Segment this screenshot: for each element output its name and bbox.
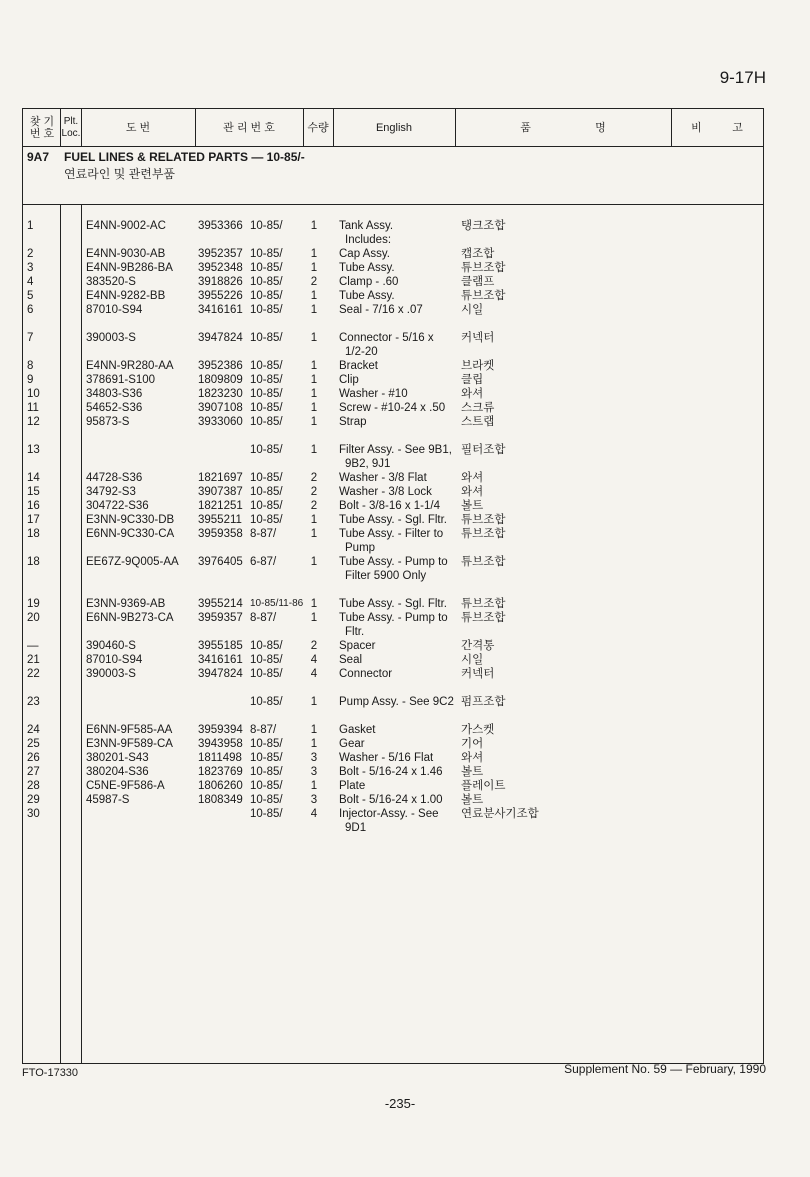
- row-part-number: 380204-S36: [86, 766, 149, 778]
- row-mgmt-number: 3952386: [198, 360, 243, 372]
- row-date: 8-87/: [250, 528, 277, 540]
- row-mgmt-number: 1821697: [198, 472, 243, 484]
- row-part-number: 87010-S94: [86, 304, 143, 316]
- header-qty: 수량: [307, 121, 329, 134]
- row-no: 26: [27, 752, 40, 764]
- row-mgmt-number: 3953366: [198, 220, 243, 232]
- row-korean: 플레이트: [461, 780, 506, 792]
- row-date: 6-87/: [250, 556, 277, 568]
- divider: [303, 109, 304, 146]
- section-code: 9A7: [27, 150, 50, 164]
- row-qty: 1: [310, 444, 318, 456]
- row-no: 22: [27, 668, 40, 680]
- row-mgmt-number: 3947824: [198, 668, 243, 680]
- row-part-number: E4NN-9B286-BA: [86, 262, 173, 274]
- row-english: Washer - 3/8 Lock: [339, 486, 432, 498]
- row-korean: 클립: [461, 374, 484, 386]
- row-no: —: [27, 640, 39, 652]
- row-english: Clamp - .60: [339, 276, 399, 288]
- row-english: Gasket: [339, 724, 376, 736]
- row-english: Tube Assy. - Filter to: [339, 528, 444, 540]
- row-part-number: 390003-S: [86, 668, 136, 680]
- row-no: 30: [27, 808, 40, 820]
- row-date: 10-85/: [250, 640, 283, 652]
- row-english: Seal - 7/16 x .07: [339, 304, 423, 316]
- row-mgmt-number: 3416161: [198, 654, 243, 666]
- divider: [60, 109, 61, 146]
- row-no: 18: [27, 556, 40, 568]
- row-mgmt-number: 3959357: [198, 612, 243, 624]
- row-qty: 1: [310, 696, 318, 708]
- row-date: 8-87/: [250, 612, 277, 624]
- row-english: Seal: [339, 654, 363, 666]
- row-mgmt-number: 3943958: [198, 738, 243, 750]
- row-korean: 필터조합: [461, 444, 506, 456]
- row-korean: 시일: [461, 654, 484, 666]
- row-part-number: EE67Z-9Q005-AA: [86, 556, 179, 568]
- row-mgmt-number: 3907108: [198, 402, 243, 414]
- row-english: Tube Assy.: [339, 262, 395, 274]
- row-qty: 2: [310, 486, 318, 498]
- row-mgmt-number: 1806260: [198, 780, 243, 792]
- row-part-number: 34803-S36: [86, 388, 143, 400]
- row-mgmt-number: 3947824: [198, 332, 243, 344]
- row-mgmt-number: 3955211: [198, 514, 242, 526]
- divider: [455, 109, 456, 146]
- row-qty: 2: [310, 276, 318, 288]
- supplement-note: Supplement No. 59 — February, 1990: [564, 1062, 766, 1076]
- row-date: 10-85/: [250, 360, 283, 372]
- row-english: Tube Assy.: [339, 290, 395, 302]
- row-mgmt-number: 1823769: [198, 766, 243, 778]
- row-part-number: 390460-S: [86, 640, 136, 652]
- row-english: Tank Assy.: [339, 220, 394, 232]
- row-english: Screw - #10-24 x .50: [339, 402, 446, 414]
- row-qty: 1: [310, 304, 318, 316]
- row-date: 10-85/: [250, 472, 283, 484]
- row-english: Tube Assy. - Pump to: [339, 612, 448, 624]
- header-plt-loc: Plt. Loc.: [61, 115, 81, 139]
- row-no: 13: [27, 444, 40, 456]
- divider: [60, 204, 61, 1064]
- row-korean: 튜브조합: [461, 528, 506, 540]
- row-korean: 연료분사기조합: [461, 808, 539, 820]
- row-date: 10-85/: [250, 668, 283, 680]
- row-date: 10-85/: [250, 332, 283, 344]
- row-no: 5: [27, 290, 34, 302]
- row-english: Tube Assy. - Sgl. Fltr.: [339, 598, 448, 610]
- row-date: 10-85/: [250, 794, 283, 806]
- row-part-number: E6NN-9F585-AA: [86, 724, 173, 736]
- row-mgmt-number: 3952357: [198, 248, 243, 260]
- row-qty: 3: [310, 766, 318, 778]
- row-mgmt-number: 3933060: [198, 416, 243, 428]
- row-part-number: 45987-S: [86, 794, 130, 806]
- row-no: 19: [27, 598, 40, 610]
- row-date: 10-85/: [250, 262, 283, 274]
- row-part-number: E4NN-9002-AC: [86, 220, 166, 232]
- row-english: Spacer: [339, 640, 376, 652]
- row-mgmt-number: 3959394: [198, 724, 243, 736]
- row-korean: 가스켓: [461, 724, 495, 736]
- row-date: 10-85/: [250, 486, 283, 498]
- row-qty: 1: [310, 612, 318, 624]
- row-qty: 1: [310, 374, 318, 386]
- row-korean: 스크류: [461, 402, 495, 414]
- row-date: 10-85/: [250, 780, 283, 792]
- row-korean: 기어: [461, 738, 484, 750]
- page-number: -235-: [384, 1096, 416, 1111]
- row-no: 24: [27, 724, 40, 736]
- row-english: 9B2, 9J1: [345, 458, 391, 470]
- row-english: Tube Assy. - Pump to: [339, 556, 448, 568]
- row-date: 10-85/11-86: [250, 598, 304, 609]
- row-english: Connector: [339, 668, 393, 680]
- row-no: 6: [27, 304, 34, 316]
- row-english: Bolt - 5/16-24 x 1.00: [339, 794, 443, 806]
- row-korean: 스트랩: [461, 416, 495, 428]
- section-title-korean: 연료라인 및 관련부품: [64, 167, 175, 181]
- row-korean: 커넥터: [461, 332, 495, 344]
- row-qty: 1: [310, 360, 318, 372]
- section-title: FUEL LINES & RELATED PARTS — 10-85/-: [64, 150, 305, 164]
- divider: [333, 109, 334, 146]
- row-qty: 1: [310, 220, 318, 232]
- row-date: 10-85/: [250, 374, 283, 386]
- divider: [81, 204, 82, 1064]
- row-part-number: 34792-S3: [86, 486, 136, 498]
- row-mgmt-number: 1821251: [198, 500, 243, 512]
- row-english: Injector-Assy. - See: [339, 808, 439, 820]
- row-no: 3: [27, 262, 34, 274]
- row-qty: 1: [310, 738, 318, 750]
- row-korean: 와셔: [461, 388, 484, 400]
- row-part-number: C5NE-9F586-A: [86, 780, 165, 792]
- row-mgmt-number: 1808349: [198, 794, 243, 806]
- row-date: 10-85/: [250, 290, 283, 302]
- row-qty: 2: [310, 640, 318, 652]
- row-date: 10-85/: [250, 444, 283, 456]
- row-qty: 1: [310, 388, 318, 400]
- row-korean: 튜브조합: [461, 262, 506, 274]
- header-part-name: 품 명: [520, 121, 606, 134]
- row-korean: 튜브조합: [461, 612, 506, 624]
- row-english: Filter Assy. - See 9B1,: [339, 444, 452, 456]
- row-english: Pump: [345, 542, 376, 554]
- row-korean: 튜브조합: [461, 290, 506, 302]
- row-part-number: E4NN-9R280-AA: [86, 360, 174, 372]
- row-no: 7: [27, 332, 34, 344]
- row-date: 10-85/: [250, 766, 283, 778]
- row-no: 10: [27, 388, 40, 400]
- divider: [81, 109, 82, 146]
- row-qty: 4: [310, 668, 318, 680]
- doc-code: FTO-17330: [22, 1067, 79, 1079]
- row-date: 10-85/: [250, 808, 283, 820]
- row-part-number: 95873-S: [86, 416, 130, 428]
- divider: [195, 109, 196, 146]
- row-mgmt-number: 3918826: [198, 276, 243, 288]
- row-part-number: E3NN-9369-AB: [86, 598, 166, 610]
- row-date: 10-85/: [250, 248, 283, 260]
- row-english: Bracket: [339, 360, 378, 372]
- row-date: 10-85/: [250, 654, 283, 666]
- row-qty: 1: [310, 724, 318, 736]
- row-qty: 2: [310, 472, 318, 484]
- row-korean: 볼트: [461, 766, 484, 778]
- row-mgmt-number: 3952348: [198, 262, 243, 274]
- row-qty: 4: [310, 654, 318, 666]
- row-english: Connector - 5/16 x: [339, 332, 434, 344]
- row-qty: 1: [310, 290, 318, 302]
- row-english: Clip: [339, 374, 359, 386]
- row-qty: 1: [310, 262, 318, 274]
- row-part-number: E3NN-9C330-DB: [86, 514, 175, 526]
- row-english: Tube Assy. - Sgl. Fltr.: [339, 514, 448, 526]
- row-korean: 클램프: [461, 276, 495, 288]
- row-mgmt-number: 1823230: [198, 388, 243, 400]
- header-mgmt-no: 관 리 번 호: [223, 121, 275, 134]
- row-date: 8-87/: [250, 724, 277, 736]
- row-part-number: 87010-S94: [86, 654, 143, 666]
- row-english: Plate: [339, 780, 366, 792]
- row-korean: 볼트: [461, 500, 484, 512]
- row-no: 21: [27, 654, 40, 666]
- row-korean: 간격통: [461, 640, 495, 652]
- row-english: Fltr.: [345, 626, 365, 638]
- row-korean: 튜브조합: [461, 514, 506, 526]
- row-qty: 2: [310, 500, 318, 512]
- header-english: English: [375, 121, 413, 134]
- row-no: 28: [27, 780, 40, 792]
- divider: [671, 109, 672, 146]
- row-date: 10-85/: [250, 500, 283, 512]
- row-date: 10-85/: [250, 514, 283, 526]
- row-no: 9: [27, 374, 34, 386]
- row-date: 10-85/: [250, 402, 283, 414]
- row-part-number: E6NN-9B273-CA: [86, 612, 174, 624]
- row-qty: 1: [310, 402, 318, 414]
- row-qty: 1: [310, 416, 318, 428]
- row-part-number: 378691-S100: [86, 374, 156, 386]
- row-no: 15: [27, 486, 40, 498]
- row-korean: 볼트: [461, 794, 484, 806]
- row-qty: 1: [310, 780, 318, 792]
- row-korean: 시일: [461, 304, 484, 316]
- row-english: Pump Assy. - See 9C2: [339, 696, 454, 708]
- row-part-number: 380201-S43: [86, 752, 149, 764]
- row-part-number: E3NN-9F589-CA: [86, 738, 173, 750]
- row-korean: 탱크조합: [461, 220, 506, 232]
- row-no: 16: [27, 500, 40, 512]
- row-korean: 튜브조합: [461, 556, 506, 568]
- row-mgmt-number: 1809809: [198, 374, 243, 386]
- row-part-number: 44728-S36: [86, 472, 143, 484]
- row-qty: 1: [310, 332, 318, 344]
- row-no: 18: [27, 528, 40, 540]
- row-no: 12: [27, 416, 40, 428]
- row-korean: 펌프조합: [461, 696, 506, 708]
- row-qty: 1: [310, 598, 318, 610]
- row-korean: 와셔: [461, 486, 484, 498]
- row-no: 29: [27, 794, 40, 806]
- row-qty: 3: [310, 752, 318, 764]
- table-header: [23, 109, 763, 147]
- row-no: 1: [27, 220, 34, 232]
- row-english: Strap: [339, 416, 367, 428]
- row-english: Washer - 5/16 Flat: [339, 752, 434, 764]
- section-heading: [23, 146, 763, 205]
- row-mgmt-number: 3976405: [198, 556, 243, 568]
- row-no: 23: [27, 696, 40, 708]
- header-drawing: 도 번: [125, 121, 151, 134]
- row-korean: 커넥터: [461, 668, 495, 680]
- row-english: Cap Assy.: [339, 248, 390, 260]
- row-no: 2: [27, 248, 34, 260]
- row-qty: 1: [310, 248, 318, 260]
- row-date: 10-85/: [250, 276, 283, 288]
- row-date: 10-85/: [250, 738, 283, 750]
- row-no: 4: [27, 276, 34, 288]
- row-english: Bolt - 5/16-24 x 1.46: [339, 766, 443, 778]
- header-remarks: 비 고: [691, 121, 743, 134]
- row-part-number: 383520-S: [86, 276, 136, 288]
- row-english: Includes:: [345, 234, 392, 246]
- row-mgmt-number: 3416161: [198, 304, 243, 316]
- row-no: 11: [27, 402, 39, 414]
- row-date: 10-85/: [250, 220, 283, 232]
- row-part-number: E6NN-9C330-CA: [86, 528, 175, 540]
- row-no: 25: [27, 738, 40, 750]
- row-date: 10-85/: [250, 696, 283, 708]
- row-date: 10-85/: [250, 304, 283, 316]
- row-qty: 1: [310, 528, 318, 540]
- row-mgmt-number: 3907387: [198, 486, 243, 498]
- row-part-number: 304722-S36: [86, 500, 149, 512]
- row-no: 14: [27, 472, 40, 484]
- row-mgmt-number: 3959358: [198, 528, 243, 540]
- row-korean: 캡조합: [461, 248, 495, 260]
- row-korean: 와셔: [461, 472, 484, 484]
- row-mgmt-number: 3955185: [198, 640, 243, 652]
- row-english: Washer - #10: [339, 388, 408, 400]
- row-part-number: 390003-S: [86, 332, 136, 344]
- row-date: 10-85/: [250, 752, 283, 764]
- row-korean: 튜브조합: [461, 598, 506, 610]
- header-find-no: 찾 기 번 호: [29, 115, 55, 140]
- row-no: 17: [27, 514, 40, 526]
- parts-table: [22, 108, 764, 1064]
- row-date: 10-85/: [250, 416, 283, 428]
- page-id: 9-17H: [719, 68, 766, 87]
- row-qty: 4: [310, 808, 318, 820]
- row-no: 20: [27, 612, 40, 624]
- row-no: 8: [27, 360, 34, 372]
- row-part-number: E4NN-9282-BB: [86, 290, 166, 302]
- row-english: Bolt - 3/8-16 x 1-1/4: [339, 500, 440, 512]
- row-english: 1/2-20: [345, 346, 378, 358]
- row-english: Gear: [339, 738, 365, 750]
- row-mgmt-number: 1811498: [198, 752, 242, 764]
- row-korean: 브라켓: [461, 360, 495, 372]
- row-qty: 1: [310, 514, 318, 526]
- row-part-number: E4NN-9030-AB: [86, 248, 166, 260]
- row-qty: 1: [310, 556, 318, 568]
- row-date: 10-85/: [250, 388, 283, 400]
- row-korean: 와셔: [461, 752, 484, 764]
- row-mgmt-number: 3955214: [198, 598, 243, 610]
- row-mgmt-number: 3955226: [198, 290, 243, 302]
- row-no: 27: [27, 766, 40, 778]
- row-english: 9D1: [345, 822, 367, 834]
- row-english: Filter 5900 Only: [345, 570, 427, 582]
- row-english: Washer - 3/8 Flat: [339, 472, 427, 484]
- row-part-number: 54652-S36: [86, 402, 143, 414]
- row-qty: 3: [310, 794, 318, 806]
